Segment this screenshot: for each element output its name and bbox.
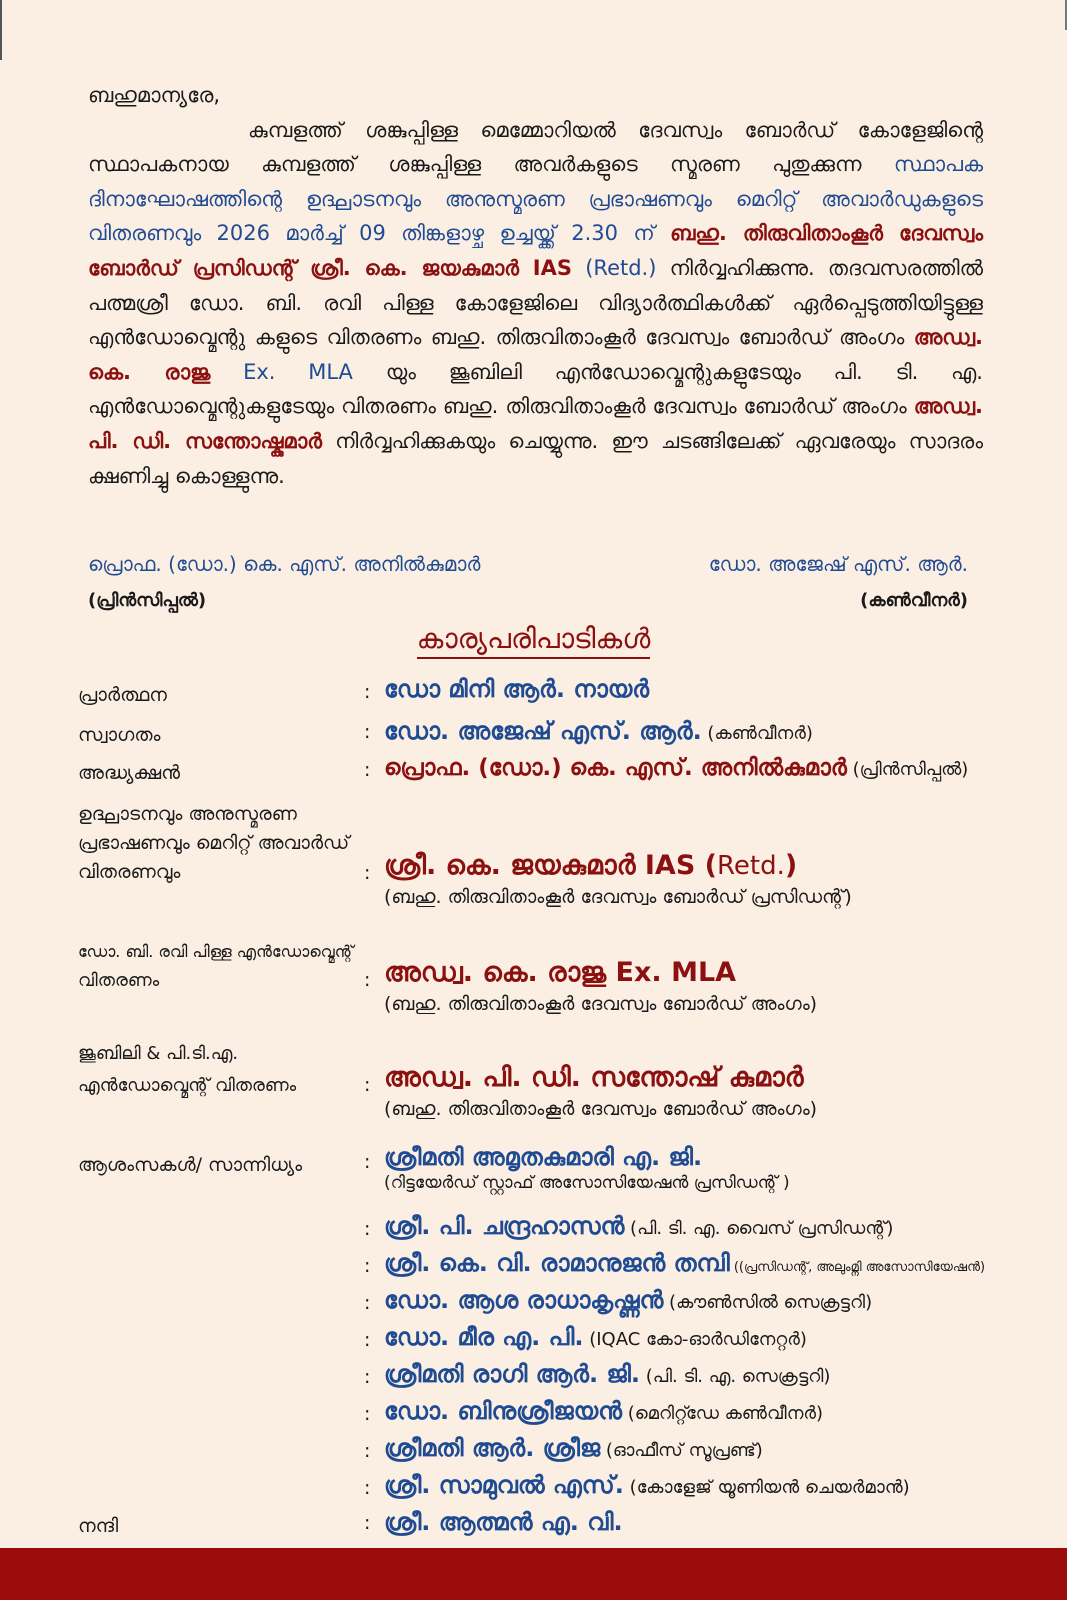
para-intro: കുമ്പളത്ത് ശങ്കുപ്പിള്ള മെമ്മോറിയൽ ദേവസ്വം ബോർഡ് കോളേജിന്റെ സ്ഥാപകനായ കുമ്പളത്ത് ശങ്കുപ്പിള്ള അവർകളുടെ സ്മരണ പുതുക്കുന്ന — [88, 117, 983, 177]
felicitation-label: ആശംസകൾ/ സാന്നിധ്യം — [78, 1154, 303, 1176]
convener-name: ഡോ. അജേഷ് എസ്. ആർ. — [708, 552, 968, 576]
footer-band — [0, 1548, 1067, 1600]
jubilee-name: അഡ്വ. പി. ഡി. സന്തോഷ് കുമാർ — [384, 1062, 804, 1093]
felicitation-name: ശ്രീ. കെ. വി. രാമാനുജൻ തമ്പി — [384, 1249, 730, 1277]
presidency-note: (പ്രിൻസിപ്പൽ) — [846, 759, 969, 780]
invitation-paragraph — [88, 113, 983, 494]
felicitation-note: (മെറിറ്റ്ഡേ കൺവീനർ) — [622, 1403, 824, 1424]
felicitation-note: (പി. ടി. എ. സെക്രട്ടറി) — [640, 1366, 831, 1387]
colon: : — [364, 969, 371, 991]
inauguration-label: ഉദ്ഘാടനവും അനുസ്മരണ പ്രഭാഷണവും മെറിറ്റ് അവാർഡ് വിതരണവും — [78, 803, 350, 883]
para-mid: നിർവ്വഹിക്കുന്നു. തദവസരത്തിൽ പത്മശ്രീ ഡോ. ബി. രവി പിള്ള കോളേജിലെ വിദ്യാർത്ഥികൾക്ക് ഏർപ്പെടുത്തിയിട്ടുള്ള എൻഡോവ്മെന്റു കളുടെ വിതരണം ബഹു. തിരുവിതാംകൂർ ദേവസ്വം ബോർഡ് അംഗം — [88, 255, 983, 350]
jubilee-value — [384, 1062, 1044, 1120]
colon: : — [364, 1440, 371, 1462]
event-description: സ്ഥാപക ദിനാഘോഷത്തിന്റെ ഉദ്ഘാടനവും അനുസ്മരണ പ്രഭാഷണവും മെറിറ്റ് അവാർഡുകളുടെ വിതരണവും 2026 മാർച്ച് 09 തിങ്കളാഴ്ച ഉച്ചയ്ക്ക് 2.30 ന് — [88, 152, 983, 246]
inaugurator-ref: ബഹു. തിരുവിതാംകൂർ ദേവസ്വം ബോർഡ് പ്രസിഡന്റ് ശ്രീ. കെ. ജയകുമാർ IAS — [88, 221, 983, 280]
felicitation-name: ശ്രീമതി അമൃതകുമാരി എ. ജി. — [384, 1143, 703, 1171]
prayer-label: പ്രാർത്ഥന — [78, 684, 167, 706]
felicitation-name: ശ്രീ. പി. ചന്ദ്രഹാസൻ — [384, 1212, 625, 1240]
felicitation-name: ഡോ. മീര എ. പി. — [384, 1323, 584, 1351]
colon: : — [364, 1329, 371, 1351]
principal-role: (പ്രിൻസിപ്പൽ) — [88, 590, 207, 611]
felicitation-note: ((പ്രസിഡന്റ്, അലുംമ്നി അസോസിയേഷൻ) — [729, 1260, 986, 1275]
felicitation-value-3 — [384, 1249, 1044, 1277]
endowment-label: ഡോ. ബി. രവി പിള്ള എൻഡോവ്മെന്റ് വിതരണം — [78, 942, 354, 991]
colon: : — [364, 862, 371, 884]
inaugurator-designation: (ബഹു. തിരുവിതാംകൂർ ദേവസ്വം ബോർഡ് പ്രസിഡന്റ്) — [384, 886, 852, 908]
colon: : — [364, 1477, 371, 1499]
presidency-label: അദ്ധ്യക്ഷൻ — [78, 762, 180, 784]
felicitation-value-2 — [384, 1212, 1044, 1240]
felicitation-value-6 — [384, 1360, 1044, 1388]
inaugurator-close: ) — [784, 850, 798, 881]
colon: : — [364, 1151, 371, 1173]
colon: : — [364, 759, 371, 781]
felicitation-note: (കോളേജ് യൂണിയൻ ചെയർമാൻ) — [623, 1477, 910, 1498]
felicitation-name: ശ്രീമതി ആർ. ശ്രീജ — [384, 1434, 601, 1462]
felicitation-note: (പി. ടി. എ. വൈസ് പ്രസിഡന്റ്) — [624, 1218, 894, 1239]
raju-ref: അഡ്വ. കെ. രാജു — [88, 325, 983, 384]
thanks-label: നന്ദി — [78, 1515, 119, 1537]
prayer-name: ഡോ മിനി ആർ. നായർ — [384, 675, 650, 703]
endowment-designation: (ബഹു. തിരുവിതാംകൂർ ദേവസ്വം ബോർഡ് അംഗം) — [384, 993, 818, 1015]
thanks-name: ശ്രീ. ആത്മൻ എ. വി. — [384, 1508, 623, 1536]
presidency-value — [384, 755, 1044, 781]
felicitation-value-7 — [384, 1397, 1044, 1425]
presidency-name: പ്രൊഫ. (ഡോ.) കെ. എസ്. അനിൽകുമാർ — [384, 755, 847, 781]
programme-title: കാര്യപരിപാടികൾ — [0, 622, 1067, 656]
colon: : — [364, 1512, 371, 1534]
felicitation-value-9 — [384, 1471, 1044, 1499]
inaugurator-retd: Retd. — [717, 851, 785, 881]
felicitation-note: (ഓഫീസ് സൂപ്രണ്ട്) — [600, 1440, 763, 1461]
exmla-ref: Ex. MLA — [210, 359, 353, 384]
felicitation-name: ഡോ. ആശ രാധാകൃഷ്ണൻ — [384, 1286, 664, 1314]
endowment-value — [384, 957, 1044, 1015]
para-mid2: യും ജൂബിലി എൻഡോവ്മെന്റുകളുടേയും പി. ടി. എ. എൻഡോവ്മെന്റുകളുടേയും വിതരണം ബഹു. തിരുവിതാംകൂർ ദേവസ്വം ബോർഡ് അംഗം — [88, 359, 983, 419]
salutation: ബഹുമാന്യരേ, — [88, 83, 221, 107]
felicitation-designation: (റിട്ടയേർഡ് സ്റ്റാഫ് അസോസിയേഷൻ പ്രസിഡന്റ് ) — [384, 1173, 790, 1193]
jubilee-label: ജൂബിലി & പി.ടി.എ. എൻഡോവ്മെന്റ് വിതരണം — [78, 1043, 297, 1096]
inaugurator-name: ശ്രീ. കെ. ജയകുമാർ IAS ( — [384, 850, 718, 881]
santhosh-ref: അഡ്വ. പി. ഡി. സന്തോഷ്കുമാർ — [88, 394, 983, 453]
endowment-name: അഡ്വ. കെ. രാജു Ex. MLA — [384, 957, 737, 988]
left-edge-line — [0, 0, 2, 60]
welcome-name: ഡോ. അജേഷ് എസ്. ആർ. — [384, 717, 702, 745]
retd-ref: (Retd.) — [585, 255, 657, 280]
colon: : — [364, 1074, 371, 1096]
colon: : — [364, 1255, 371, 1277]
felicitation-name: ഡോ. ബിനുശ്രീജയൻ — [384, 1397, 623, 1425]
felicitation-value-1 — [384, 1143, 1044, 1193]
felicitation-name: ശ്രീമതി രാഗി ആർ. ജി. — [384, 1360, 640, 1388]
felicitation-name: ശ്രീ. സാമുവൽ എസ്. — [384, 1471, 624, 1499]
convener-role: (കൺവീനർ) — [860, 590, 968, 611]
colon: : — [364, 721, 371, 743]
colon: : — [364, 1366, 371, 1388]
colon: : — [364, 681, 371, 703]
welcome-note: (കൺവീനർ) — [701, 723, 813, 744]
colon: : — [364, 1218, 371, 1240]
welcome-value — [384, 717, 1044, 745]
principal-name: പ്രൊഫ. (ഡോ.) കെ. എസ്. അനിൽകുമാർ — [88, 552, 481, 576]
colon: : — [364, 1292, 371, 1314]
felicitation-value-4 — [384, 1286, 1044, 1314]
invitation-letter — [88, 78, 983, 493]
colon: : — [364, 1403, 371, 1425]
para-end: നിർവ്വഹിക്കുകയും ചെയ്യുന്നു. ഈ ചടങ്ങിലേക്ക് ഏവരേയും സാദരം ക്ഷണിച്ചു കൊള്ളുന്നു. — [88, 428, 984, 488]
felicitation-value-5 — [384, 1323, 1044, 1351]
felicitation-note: (കൗൺസിൽ സെക്രട്ടറി) — [663, 1292, 873, 1313]
jubilee-designation: (ബഹു. തിരുവിതാംകൂർ ദേവസ്വം ബോർഡ് അംഗം) — [384, 1098, 818, 1120]
felicitation-value-8 — [384, 1434, 1044, 1462]
felicitation-note: (IQAC കോ-ഓർഡിനേറ്റർ) — [583, 1329, 807, 1350]
inauguration-value — [384, 850, 1044, 908]
welcome-label: സ്വാഗതം — [78, 724, 161, 746]
